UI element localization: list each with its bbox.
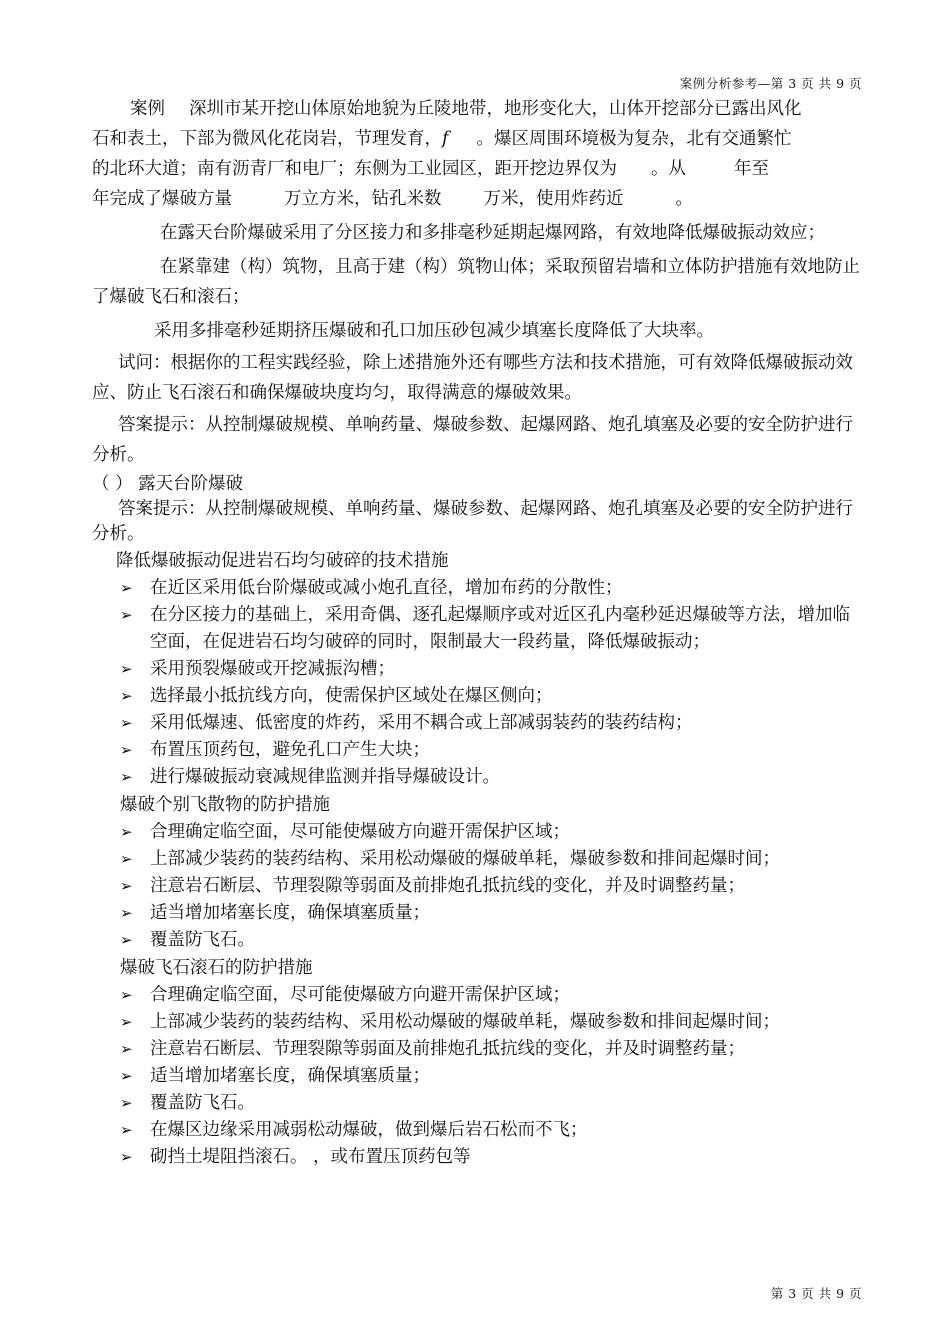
case-line-3: 的北环大道；南有沥青厂和电厂；东侧为工业园区，距开挖边界仅为 。从 年至 bbox=[92, 159, 769, 179]
list-item bbox=[92, 1063, 862, 1090]
question: 试问：根据你的工程实践经验，除上述措施外还有哪些方法和技术措施，可有效降低爆破振动效应、防止飞石滚石和确保爆破块度均匀，取得满意的爆破效果。 bbox=[92, 353, 853, 403]
list-item bbox=[92, 900, 862, 927]
list-item bbox=[92, 1117, 862, 1144]
arrow-bullet-icon: ➢ bbox=[120, 986, 133, 1004]
page-footer: 第 3 页 共 9 页 bbox=[770, 1286, 862, 1301]
arrow-bullet-icon: ➢ bbox=[120, 660, 133, 678]
group-2-list bbox=[92, 819, 862, 954]
group-1-list bbox=[92, 575, 862, 791]
list-item bbox=[92, 710, 862, 737]
arrow-bullet-icon: ➢ bbox=[120, 1121, 133, 1139]
group-1-title: 降低爆破振动促进岩石均匀破碎的技术措施 bbox=[116, 551, 449, 571]
list-item bbox=[92, 1144, 862, 1171]
list-item-text: 注意岩石断层、节理裂隙等弱面及前排炮孔抵抗线的变化，并及时调整药量； bbox=[150, 1039, 745, 1059]
page-header: 案例分析参考—第 3 页 共 9 页 bbox=[679, 76, 862, 91]
arrow-bullet-icon: ➢ bbox=[120, 877, 133, 895]
arrow-bullet-icon: ➢ bbox=[120, 606, 133, 624]
arrow-bullet-icon: ➢ bbox=[120, 1040, 133, 1058]
measure-2: 在紧靠建（构）筑物，且高于建（构）筑物山体；采取预留岩墙和立体防护措施有效地防止了爆破飞石和滚石； bbox=[92, 257, 860, 307]
list-item-text: 适当增加堵塞长度，确保填塞质量； bbox=[150, 1066, 430, 1086]
list-item-text: 合理确定临空面，尽可能使爆破方向避开需保护区域； bbox=[150, 822, 570, 842]
list-item bbox=[92, 602, 862, 656]
list-item-text: 砌挡土堤阻挡滚石。 ，或布置压顶药包等 bbox=[150, 1147, 471, 1167]
section-title: （ ） 露天台阶爆破 bbox=[92, 474, 244, 494]
arrow-bullet-icon: ➢ bbox=[120, 931, 133, 949]
arrow-bullet-icon: ➢ bbox=[120, 714, 133, 732]
group-3-list bbox=[92, 982, 862, 1171]
case-paragraph bbox=[92, 94, 862, 214]
list-item-text: 进行爆破振动衰减规律监测并指导爆破设计。 bbox=[150, 767, 500, 787]
list-item-text: 选择最小抵抗线方向，使需保护区域处在爆区侧向； bbox=[150, 686, 553, 706]
list-item-text: 在分区接力的基础上，采用奇偶、逐孔起爆顺序或对近区孔内毫秒延迟爆破等方法，增加临空面，在促进岩石均匀破碎的同时，限制最大一段药量，降低爆破振动； bbox=[150, 605, 850, 652]
list-item-text: 覆盖防飞石。 bbox=[150, 930, 255, 950]
list-item-text: 注意岩石断层、节理裂隙等弱面及前排炮孔抵抗线的变化，并及时调整药量； bbox=[150, 876, 745, 896]
list-item bbox=[92, 1036, 862, 1063]
list-item-text: 在近区采用低台阶爆破或减小炮孔直径，增加布药的分散性； bbox=[150, 578, 623, 598]
arrow-bullet-icon: ➢ bbox=[120, 1067, 133, 1085]
document-body bbox=[92, 94, 862, 1171]
list-item bbox=[92, 819, 862, 846]
f-symbol: f bbox=[442, 129, 449, 149]
arrow-bullet-icon: ➢ bbox=[120, 579, 133, 597]
list-item bbox=[92, 737, 862, 764]
list-item-text: 上部减少装药的装药结构、采用松动爆破的爆破单耗，爆破参数和排间起爆时间； bbox=[150, 849, 780, 869]
list-item-text: 采用预裂爆破或开挖减振沟槽； bbox=[150, 659, 395, 679]
list-item bbox=[92, 1009, 862, 1036]
arrow-bullet-icon: ➢ bbox=[120, 768, 133, 786]
list-item-text: 布置压顶药包，避免孔口产生大块； bbox=[150, 740, 430, 760]
case-line-2: 石和表土，下部为微风化花岗岩，节理发育，f 。爆区周围环境极为复杂，北有交通繁忙 bbox=[92, 129, 792, 149]
arrow-bullet-icon: ➢ bbox=[120, 741, 133, 759]
list-item-text: 覆盖防飞石。 bbox=[150, 1093, 255, 1113]
list-item bbox=[92, 873, 862, 900]
section-hint: 答案提示：从控制爆破规模、单响药量、爆破参数、起爆网路、炮孔填塞及必要的安全防护进行分析。 bbox=[92, 499, 853, 544]
answer-hint: 答案提示：从控制爆破规模、单响药量、爆破参数、起爆网路、炮孔填塞及必要的安全防护进行分析。 bbox=[92, 415, 853, 465]
measure-1: 在露天台阶爆破采用了分区接力和多排毫秒延期起爆网路，有效地降低爆破振动效应； bbox=[160, 223, 825, 243]
list-item bbox=[92, 1090, 862, 1117]
list-item-text: 适当增加堵塞长度，确保填塞质量； bbox=[150, 903, 430, 923]
case-line-1: 案例 深圳市某开挖山体原始地貌为丘陵地带，地形变化大，山体开挖部分已露出风化 bbox=[130, 99, 802, 119]
list-item bbox=[92, 982, 862, 1009]
arrow-bullet-icon: ➢ bbox=[120, 823, 133, 841]
measure-3: 采用多排毫秒延期挤压爆破和孔口加压砂包减少填塞长度降低了大块率。 bbox=[154, 321, 714, 341]
arrow-bullet-icon: ➢ bbox=[120, 850, 133, 868]
arrow-bullet-icon: ➢ bbox=[120, 904, 133, 922]
group-2-title: 爆破个别飞散物的防护措施 bbox=[120, 795, 330, 815]
list-item bbox=[92, 764, 862, 791]
group-3-title: 爆破飞石滚石的防护措施 bbox=[120, 958, 313, 978]
list-item bbox=[92, 927, 862, 954]
list-item-text: 采用低爆速、低密度的炸药，采用不耦合或上部减弱装药的装药结构； bbox=[150, 713, 693, 733]
list-item-text: 在爆区边缘采用减弱松动爆破，做到爆后岩石松而不飞； bbox=[150, 1120, 588, 1140]
list-item bbox=[92, 575, 862, 602]
list-item-text: 合理确定临空面，尽可能使爆破方向避开需保护区域； bbox=[150, 985, 570, 1005]
arrow-bullet-icon: ➢ bbox=[120, 1013, 133, 1031]
arrow-bullet-icon: ➢ bbox=[120, 1094, 133, 1112]
arrow-bullet-icon: ➢ bbox=[120, 1148, 133, 1166]
case-label: 案例 bbox=[130, 99, 165, 119]
list-item-text: 上部减少装药的装药结构、采用松动爆破的爆破单耗，爆破参数和排间起爆时间； bbox=[150, 1012, 780, 1032]
list-item bbox=[92, 683, 862, 710]
arrow-bullet-icon: ➢ bbox=[120, 687, 133, 705]
case-line-4: 年完成了爆破方量 万立方米，钻孔米数 万米，使用炸药近 。 bbox=[92, 189, 693, 209]
list-item bbox=[92, 846, 862, 873]
list-item bbox=[92, 656, 862, 683]
